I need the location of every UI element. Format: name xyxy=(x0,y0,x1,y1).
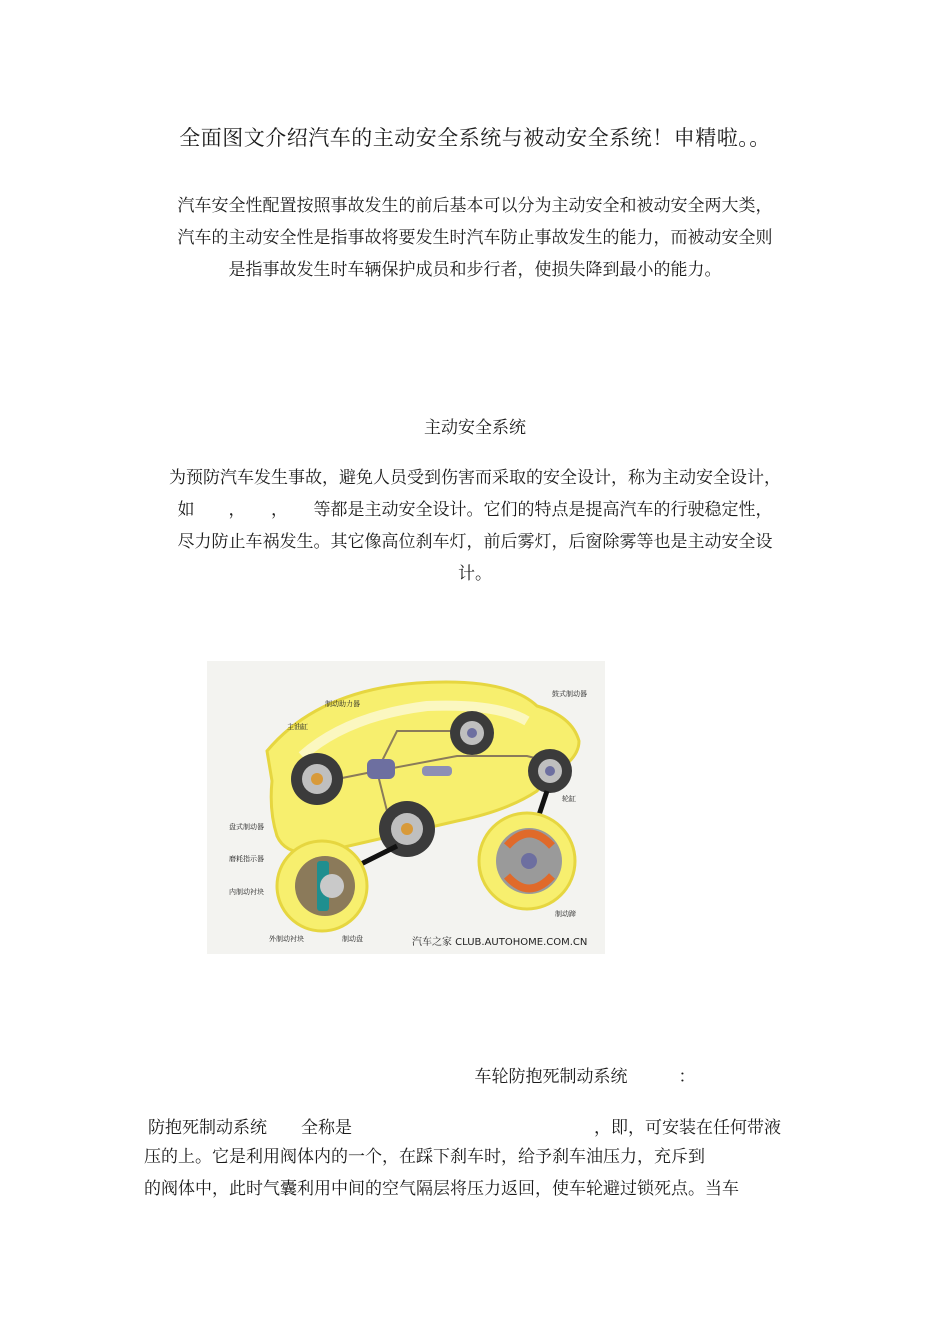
active-line: 计。 xyxy=(458,564,492,584)
label-brake-shoe: 制动蹄 xyxy=(555,910,576,918)
image-credit: 汽车之家 CLUB.AUTOHOME.COM.CN xyxy=(412,937,588,948)
abs-line-3: 的阀体中，此时气囊利用中间的空气隔层将压力返回，使车轮避过锁死点。当车 xyxy=(144,1179,739,1199)
wheel-front-left xyxy=(291,753,343,805)
page-title: 全面图文介绍汽车的主动安全系统与被动安全系统！申精啦。。 xyxy=(179,126,771,150)
label-inner-pad: 内制动衬块 xyxy=(229,888,264,896)
valve-shape xyxy=(422,766,452,776)
intro-line: 是指事故发生时车辆保护成员和步行者，使损失降到最小的能力。 xyxy=(228,260,722,280)
disc-brake-inset xyxy=(277,841,367,931)
label-outer-pad: 外制动衬块 xyxy=(269,935,304,943)
intro-line: 汽车安全性配置按照事故发生的前后基本可以分为主动安全和被动安全两大类， xyxy=(177,196,773,216)
intro-line: 汽车的主动安全性是指事故将要发生时汽车防止事故发生的能力，而被动安全则 xyxy=(177,228,773,248)
abs-line-1a: 防抱死制动系统 全称是 xyxy=(148,1118,352,1138)
active-line: 如 ， ， 等都是主动安全设计。它们的特点是提高汽车的行驶稳定性， xyxy=(177,500,773,520)
booster-shape xyxy=(367,759,395,779)
label-master-cylinder: 主油缸 xyxy=(287,723,308,731)
active-line: 尽力防止车祸发生。其它像高位刹车灯，前后雾灯，后窗除雾等也是主动安全设 xyxy=(177,532,773,552)
wheel-rear-right xyxy=(528,749,572,793)
label-wheel-cylinder: 轮缸 xyxy=(562,795,576,803)
intro-paragraph xyxy=(0,190,950,286)
label-drum-brake: 鼓式制动器 xyxy=(552,690,587,698)
drum-brake-inset xyxy=(479,813,575,909)
active-safety-heading: 主动安全系统 xyxy=(424,418,526,438)
abs-line-1b: ，即，可安装在任何带液 xyxy=(594,1118,781,1138)
abs-heading: 车轮防抱死制动系统 ： xyxy=(474,1067,696,1087)
active-line: 为预防汽车发生事故，避免人员受到伤害而采取的安全设计，称为主动安全设计， xyxy=(169,468,781,488)
brake-system-illustration xyxy=(207,661,605,954)
label-disc-brake: 盘式制动器 xyxy=(229,823,264,831)
brake-diagram xyxy=(207,661,605,954)
active-safety-paragraph xyxy=(0,462,950,590)
pointer-line xyxy=(357,846,397,866)
label-disc: 制动盘 xyxy=(342,935,363,943)
wheel-rear-top xyxy=(450,711,494,755)
label-wear-indicator: 磨耗指示器 xyxy=(229,855,264,863)
label-booster: 制动助力器 xyxy=(325,700,360,708)
abs-line-2: 压的上。它是利用阀体内的一个，在踩下刹车时，给予刹车油压力，充斥到 xyxy=(144,1147,705,1167)
